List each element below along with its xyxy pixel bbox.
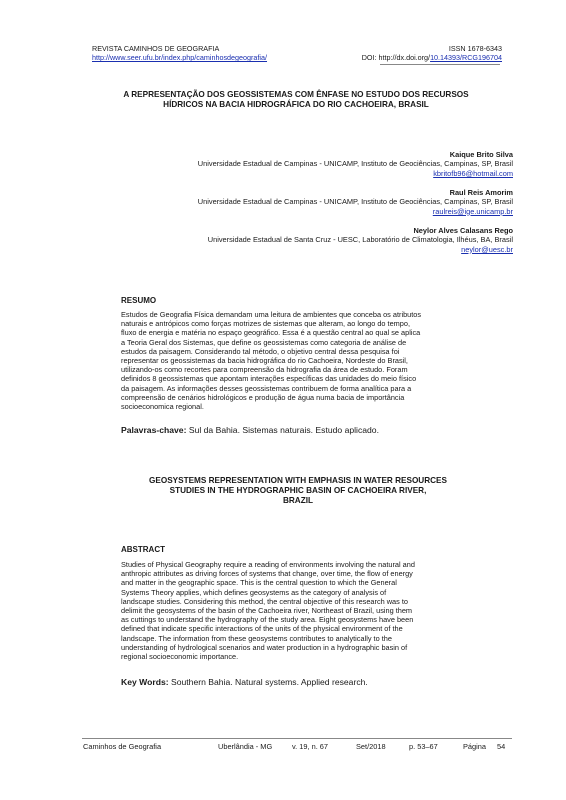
author-affiliation: Universidade Estadual de Campinas - UNICAMP, Instituto de Geociências, Campinas, SP, Brasil	[197, 197, 513, 206]
author-email-link[interactable]: neylor@uesc.br	[461, 244, 513, 254]
journal-name: REVISTA CAMINHOS DE GEOGRAFIA	[92, 44, 220, 53]
abstract-line: landscape. The information from these geosystems contributes to analytically to the	[121, 633, 392, 643]
keywords-label: Palavras-chave:	[121, 425, 187, 435]
resumo-line: da paisagem. As informações desses geossistemas contribuem de forma analítica para a	[121, 383, 412, 393]
resumo-line: utilizando-os como recortes para compreensão da hidrografia da área de estudo. Foram	[121, 365, 408, 375]
abstract-line: anthropic attributes as driving forces of systems that change, over time, the flow of energy	[121, 569, 413, 579]
resumo-keywords	[121, 425, 379, 436]
abstract-line: defined that indicate specific interactions of the units of the physical environment of the	[121, 624, 403, 634]
title-en-line2: STUDIES IN THE HYDROGRAPHIC BASIN OF CACHOEIRA RIVER,	[169, 486, 427, 495]
abstract-keywords	[121, 677, 368, 688]
author-block-3	[120, 226, 513, 254]
abstract-body	[121, 560, 471, 661]
footer-date: Set/2018	[356, 742, 386, 751]
author-affiliation: Universidade Estadual de Campinas - UNICAMP, Instituto de Geociências, Campinas, SP, Brasil	[197, 159, 513, 168]
resumo-line: representar os geossistemas da bacia hidrográfica do rio Cachoeira, Nordeste do Brasil,	[121, 356, 408, 366]
abstract-line: understanding of hydrological scenarios and water production in a hydrographic basin of	[121, 642, 408, 652]
abstract-line: Systems Theory applies, which defines geosystems as the category of analysis of	[121, 587, 387, 597]
resumo-line: compreensão de cenários hidrológicos e produção de água numa bacia de importância	[121, 392, 405, 402]
doi	[362, 53, 502, 62]
footer-page-number: 54	[497, 742, 506, 751]
resumo-line: a Teoria Geral dos Sistemas, que define os geossistemas como categoria de análise de	[121, 337, 407, 347]
title-pt-line2: HÍDRICOS NA BACIA HIDROGRÁFICA DO RIO CACHOEIRA, BRASIL	[163, 100, 429, 109]
footer-page-label: Página	[463, 742, 487, 751]
resumo-line: estudos da paisagem. Considerando tal método, o objetivo central dessa pesquisa foi	[121, 346, 400, 356]
resumo-line: fluxo de energia e matéria no espaço geográfico. Essa é a questão central ao qual se aplica	[121, 328, 421, 338]
issn: ISSN 1678-6343	[448, 44, 502, 53]
doi-link[interactable]: 10.14393/RCG196704	[430, 53, 502, 62]
resumo-body	[121, 310, 471, 411]
abstract-line: as cuttings to understand the hydrography of the study area. Eight geosystems have been	[121, 615, 414, 625]
resumo-heading: RESUMO	[121, 296, 157, 305]
footer-rule	[82, 738, 512, 739]
keywords-text: Sul da Bahia. Sistemas naturais. Estudo aplicado.	[186, 425, 379, 435]
author-email-link[interactable]: kbritofb96@hotmail.com	[433, 168, 513, 178]
author-block-1	[120, 150, 513, 178]
author-email-link[interactable]: raulreis@ige.unicamp.br	[432, 206, 513, 216]
author-name: Neylor Alves Calasans Rego	[413, 226, 513, 235]
abstract-line: Studies of Physical Geography require a reading of environments involving the natural and	[121, 560, 415, 569]
author-affiliation: Universidade Estadual de Santa Cruz - UESC, Laboratório de Climatologia, Ilhéus, BA, Brasil	[207, 235, 513, 244]
journal-url-link[interactable]: http://www.seer.ufu.br/index.php/caminhosdegeografia/	[92, 53, 268, 62]
resumo-line: Estudos de Geografia Física demandam uma leitura de ambientes que conceba os atributos	[121, 310, 422, 319]
abstract-heading: ABSTRACT	[121, 545, 165, 554]
abstract-line: and matter in the geographic space. This is the central question to which the General	[121, 578, 397, 588]
footer-place: Uberlândia - MG	[218, 742, 273, 751]
abstract-line: delimit the geosystems of the basin of the Cachoeira river, Northeast of Brazil, using them	[121, 606, 413, 616]
author-block-2	[120, 188, 513, 216]
title-en-line1: GEOSYSTEMS REPRESENTATION WITH EMPHASIS IN WATER RESOURCES	[149, 476, 447, 485]
keywords-label: Key Words:	[121, 677, 169, 687]
abstract-line: regional socioeconomic importance.	[121, 652, 239, 662]
title-pt-line1: A REPRESENTAÇÃO DOS GEOSSISTEMAS COM ÊNFASE NO ESTUDO DOS RECURSOS	[123, 90, 469, 99]
resumo-line: socioeconomica regional.	[121, 402, 204, 412]
title-pt	[80, 90, 512, 110]
abstract-line: landscape studies. Considering this method, the central objective of this research was to	[121, 596, 408, 606]
header-rule	[380, 64, 500, 65]
author-name: Raul Reis Amorim	[449, 188, 513, 197]
title-en	[100, 476, 496, 506]
footer-volume: v. 19, n. 67	[292, 742, 329, 751]
title-en-line3: BRAZIL	[282, 496, 313, 505]
footer-pages: p. 53–67	[409, 742, 438, 751]
author-name: Kaique Brito Silva	[449, 150, 513, 159]
keywords-text: Southern Bahia. Natural systems. Applied research.	[168, 677, 368, 687]
resumo-line: definidos 8 geossistemas que apontam interações específicas das unidades do meio físico	[121, 374, 417, 384]
footer-journal: Caminhos de Geografia	[83, 742, 162, 751]
doi-prefix: DOI: http://dx.doi.org/	[361, 53, 431, 62]
resumo-line: naturais e antrópicos como forças motrizes de sistemas que alteram, ao longo do tempo,	[121, 319, 410, 329]
